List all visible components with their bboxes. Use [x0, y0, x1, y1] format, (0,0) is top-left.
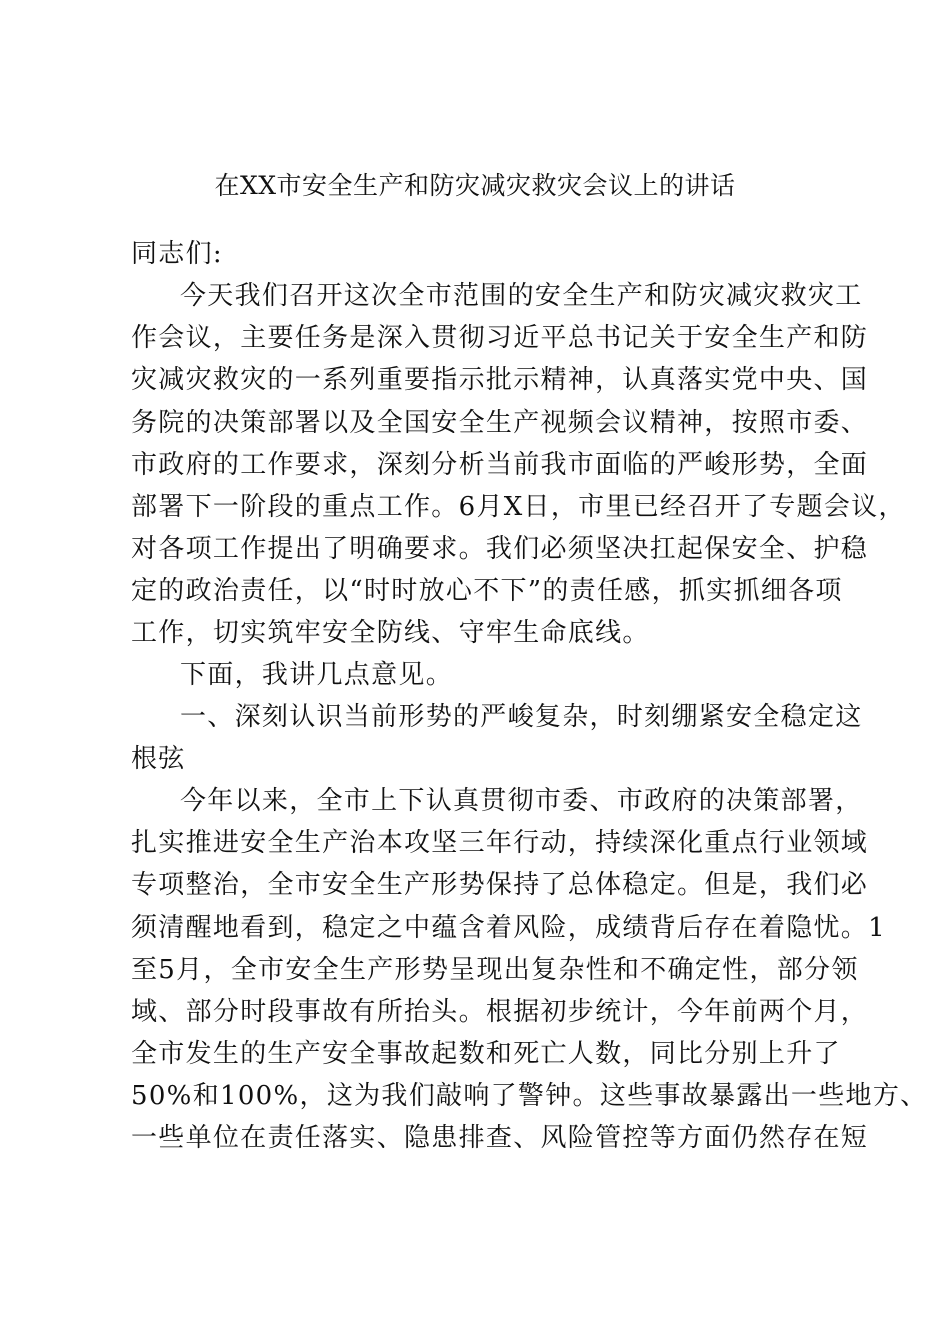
- paragraph-line: 一些单位在责任落实、隐患排查、风险管控等方面仍然存在短: [131, 1123, 869, 1153]
- document-title: 在XX市安全生产和防灾减灾救灾会议上的讲话: [214, 171, 736, 200]
- paragraph-line: 工作，切实筑牢安全防线、守牢生命底线。: [131, 618, 650, 648]
- paragraph-line: 扎实推进安全生产治本攻坚三年行动，持续深化重点行业领域: [131, 828, 869, 858]
- paragraph-line: 全市发生的生产安全事故起数和死亡人数，同比分别上升了: [131, 1039, 841, 1069]
- paragraph-line: 部署下一阶段的重点工作。6月X日，市里已经召开了专题会议，: [131, 492, 906, 522]
- paragraph-line: 须清醒地看到，稳定之中蕴含着风险，成绩背后存在着隐忧。1: [131, 913, 886, 943]
- paragraph-line: 务院的决策部署以及全国安全生产视频会议精神，按照市委、: [131, 408, 869, 438]
- paragraph-line: 今年以来，全市上下认真贯彻市委、市政府的决策部署，: [180, 786, 863, 816]
- paragraph-line: 50%和100%，这为我们敲响了警钟。这些事故暴露出一些地方、: [131, 1081, 928, 1111]
- section-heading-line: 一、深刻认识当前形势的严峻复杂，时刻绷紧安全稳定这: [180, 702, 863, 732]
- salutation-line: 同志们:: [131, 239, 223, 269]
- section-heading-line: 根弦: [131, 744, 186, 774]
- paragraph-line: 域、部分时段事故有所抬头。根据初步统计，今年前两个月，: [131, 997, 869, 1027]
- paragraph-line: 至5月，全市安全生产形势呈现出复杂性和不确定性，部分领: [131, 955, 859, 985]
- paragraph-line: 下面，我讲几点意见。: [180, 660, 454, 690]
- paragraph-line: 今天我们召开这次全市范围的安全生产和防灾减灾救灾工: [180, 281, 863, 311]
- paragraph-line: 作会议，主要任务是深入贯彻习近平总书记关于安全生产和防: [131, 323, 869, 353]
- paragraph-line: 定的政治责任，以“时时放心不下”的责任感，抓实抓细各项: [131, 576, 843, 606]
- paragraph-line: 灾减灾救灾的一系列重要指示批示精神，认真落实党中央、国: [131, 365, 869, 395]
- paragraph-line: 对各项工作提出了明确要求。我们必须坚决扛起保安全、护稳: [131, 534, 869, 564]
- paragraph-line: 专项整治，全市安全生产形势保持了总体稳定。但是，我们必: [131, 870, 869, 900]
- paragraph-line: 市政府的工作要求，深刻分析当前我市面临的严峻形势，全面: [131, 450, 869, 480]
